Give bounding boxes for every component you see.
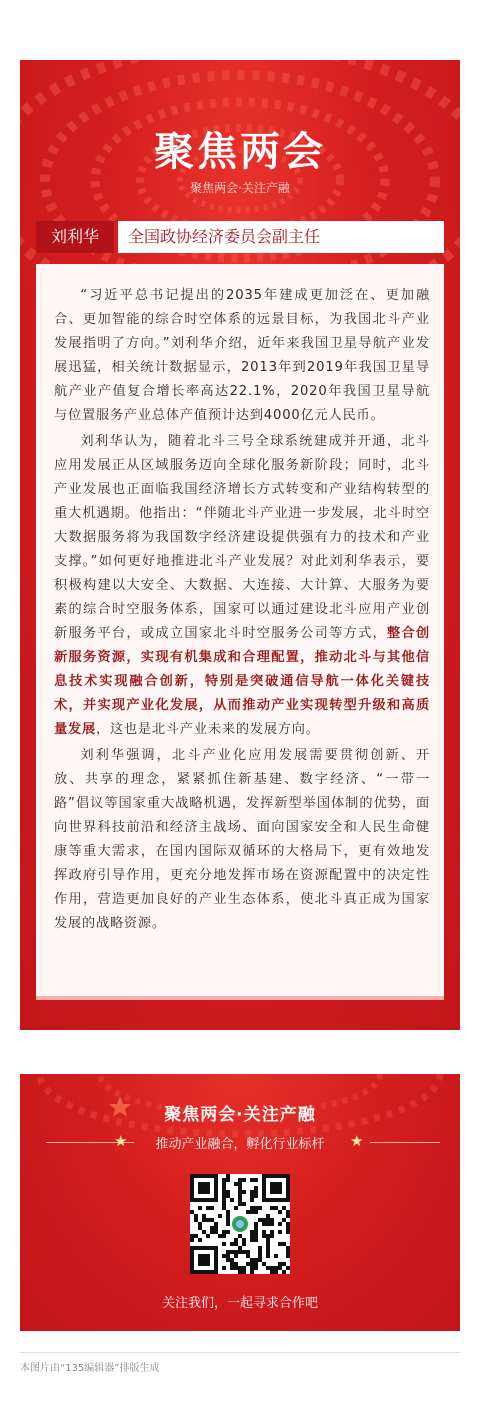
footer-title: 聚焦两会·关注产融 <box>164 1105 316 1125</box>
star-icon: ★ <box>114 1132 128 1150</box>
speaker-role: 全国政协经济委员会副主任 <box>118 221 444 253</box>
credit-divider <box>20 1352 460 1353</box>
paragraph-2-highlight: 整合创新服务资源，实现有机集成和合理配置，推动北斗与其他信息技术实现融合创新，特别是突破通信导航一体化关键技术，并实现产业化发展，从而推动产业实现转型升级和高质量发展 <box>54 626 430 737</box>
paragraph-2-text: 刘利华认为，随着北斗三号全球系统建成并开通，北斗应用发展正从区域服务迈向全球化服务新阶段；同时，北斗产业发展也正面临我国经济增长方式转变和产业结构转型的重大机遇期。他指出：“伴随北斗产业进一步发展，北斗时空大数据服务将为我国数字经济建设提供强有力的技术和产业支撑。”如何更好地推进北斗产业发展？对此刘利华表示，要积极构建以大安全、大数据、大连接、大计算、大服务为要素的综合时空服务体系，国家可以通过建设北斗应用产业创新服务平台，或成立国家北斗时空服务公司等方式， <box>54 434 430 641</box>
article-body <box>36 264 444 1000</box>
article-paragraph-2 <box>54 430 430 742</box>
footer-slogan: 推动产业融合，孵化行业标杆 <box>155 1137 325 1152</box>
credit-text: 本图片由“135编辑器”排版生成 <box>20 1363 160 1374</box>
page-title: 聚焦两会 <box>154 129 326 175</box>
divider-right <box>370 1142 440 1143</box>
follow-text: 关注我们，一起寻求合作吧 <box>161 1296 318 1311</box>
star-icon: ★ <box>350 1132 364 1150</box>
article-paragraph-3: 刘利华强调，北斗产业化应用发展需要贯彻创新、开放、共享的理念，紧紧抓住新基建、数字经济、“一带一路”倡议等国家重大战略机遇，发挥新型举国体制的优势，面向世界科技前沿和经济主战场、面向国家安全和人民生命健康等重大需求，在国内国际双循环的大格局下，更有效地发挥政府引导作用，更充分地发挥市场在资源配置中的决定性作用，营造更加良好的产业生态体系，使北斗真正成为国家发展的战略资源。 <box>54 748 430 931</box>
qr-code <box>190 1174 290 1274</box>
speaker-name-tag: 刘利华 <box>36 221 114 253</box>
paragraph-2-ending: ，这也是北斗产业未来的发展方向。 <box>95 722 320 737</box>
article-paragraph-1: “习近平总书记提出的2035年建成更加泛在、更加融合、更加智能的综合时空体系的远景目标，为我国北斗产业发展指明了方向。”刘利华介绍，近年来我国卫星导航产业发展迅猛，相关统计数据显示，2013年到2019年我国卫星导航产业产值复合增长率高达22.1%，2020年我国卫星导航与位置服务产业总体产值预计达到4000亿元人民币。 <box>54 288 430 423</box>
page-subtitle: 聚焦两会·关注产融 <box>190 181 290 195</box>
article-bottom-border <box>36 996 444 1000</box>
qr-code-icon <box>190 1174 290 1274</box>
footer-card <box>20 1074 460 1331</box>
